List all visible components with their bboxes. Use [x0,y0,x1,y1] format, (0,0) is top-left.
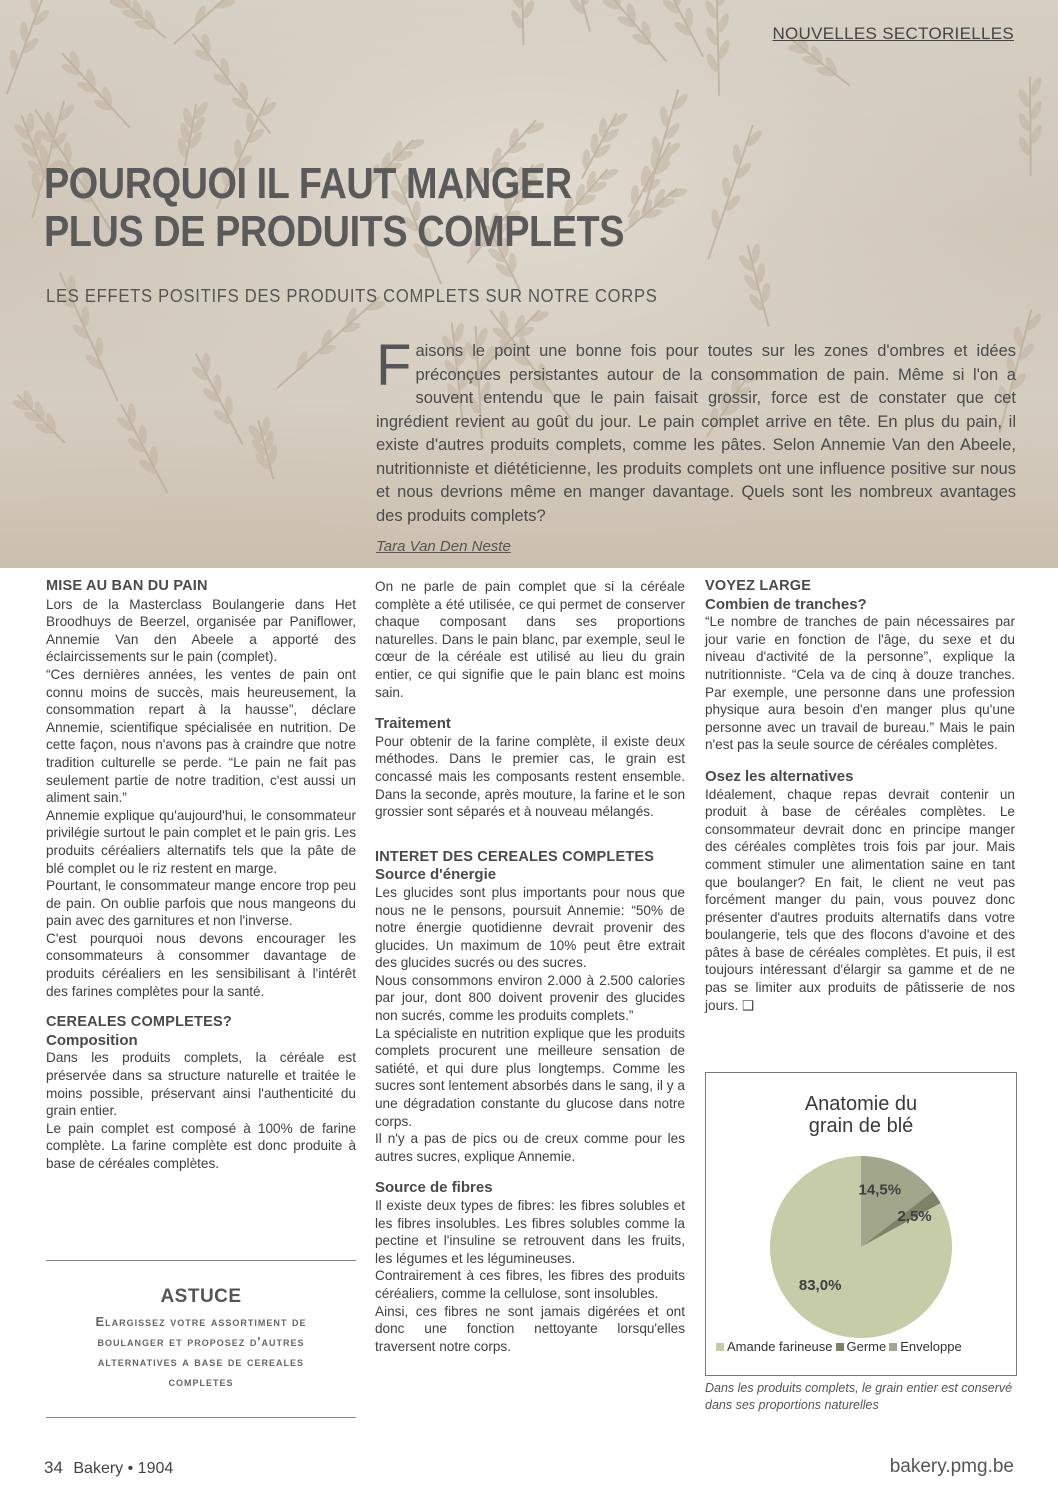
legend-item [836,1339,887,1354]
intro-text: aisons le point une bonne fois pour toutes sur les zones d'ombres et idées préconçues persistantes autour de la consommation de pain. Même si l'on a souvent entendu que le pain faisait grossir, force est de constater que cet ingrédient revient au goût du jour. Le pain complet arrive en tête. En plus du pain, il existe d'autres produits complets, comme les pâtes. Selon Annemie Van den Abeele, nutritionniste et diététicienne, les produits complets ont une influence positive sur nous et nous devrions même en manger davantage. Quels sont les nombreux avantages des produits complets? [376,342,1016,525]
column-3 [705,578,1015,1014]
paragraph: Pourtant, le consommateur mange encore trop peu de pain. On oublie parfois que nous mangeons du pain avec des garnitures et non l'inverse. [46,878,356,929]
pie-data-label: 2,5% [897,1208,932,1226]
magazine-issue: Bakery • 1904 [73,1460,174,1477]
chart-legend [716,1339,1012,1354]
paragraph: Nous consommons environ 2.000 à 2.500 calories par jour, dont 800 doivent provenir des glucides non sucrés, comme les produits complets.” [375,972,685,1024]
pie-chart-box [705,1072,1017,1376]
pie-chart [706,1073,1016,1373]
page-title [44,160,715,256]
pie-data-label: 14,5% [858,1181,902,1199]
column-1 [46,578,356,1173]
tip-title: ASTUCE [160,1286,242,1307]
paragraph: “Le nombre de tranches de pain nécessaires par jour varie en fonction de l'âge, du sexe et du niveau d'activité de la personne”, explique la nutritionniste. “Cela va de cinq à douze tranches. Par exemple, une personne dans une profession physique aura besoin d'en manger plus qu'une personne avec un travail de bureau.” Mais le pain n'est pas la seule source de céréales complètes. [705,614,1015,753]
paragraph: Le pain complet est composé à 100% de farine complète. La farine complète est donc produite à base de céréales complètes. [46,1120,356,1171]
paragraph: Il existe deux types de fibres: les fibres solubles et les fibres insolubles. Les fibres solubles comme la pectine et l'insuline se retrouvent dans les fruits, les légumes et les légumineuses. [375,1198,685,1266]
paragraph: Ainsi, ces fibres ne sont jamais digérées et ont donc une fonction nettoyante lorsqu'elles traversent notre corps. [375,1303,685,1354]
legend-item [716,1339,833,1354]
section-tag: NOUVELLES SECTORIELLES [772,24,1014,43]
intro-paragraph [376,333,1016,528]
paragraph: Les glucides sont plus importants pour nous que nous ne le pensons, poursuit Annemie: “50% de notre énergie quotidienne devrait provenir des glucides. Un maximum de 10% peut être extrait des glucides sucrés ou des sucres. [375,884,685,971]
legend-swatch [889,1343,897,1351]
footer-page-info [44,1458,173,1478]
chart-title-text: Anatomie du grain de blé [804,1093,918,1137]
paragraph: On ne parle de pain complet que si la céréale complète a été utilisée, ce qui permet de conserver chaque composant dans ses proportions naturelles. Dans le pain blanc, par exemple, seul le cœur de la céréale est utilisé au lieu du grain entier, ce qui signifie que le pain blanc est moins sain. [375,579,685,700]
section-heading: INTERET DES CEREALES COMPLETES [375,848,655,865]
paragraph: Il n'y a pas de pics ou de creux comme pour les autres sucres, explique Annemie. [375,1131,685,1164]
paragraph: C'est pourquoi nous devons encourager les consommateurs à consommer davantage de produits céréaliers en les sensibilisant à l'intérêt des farines complètes pour la santé. [46,930,356,999]
paragraph: Annemie explique qu'aujourd'hui, le consommateur privilégie surtout le pain complet et le pain gris. Les produits céréaliers alternatifs tels que la pâte de blé complet ou le riz restent en marge. [46,807,356,876]
sub-heading: Traitement [375,715,451,733]
legend-item [889,1339,961,1354]
paragraph: Idéalement, chaque repas devrait contenir un produit à base de céréales complètes. Le consommateur devrait donc en principe manger des céréales complètes trois fois par jour. Mais comment stimuler une alimentation saine en tant que boulanger? En fait, le client ne veut pas forcément manger du pain, vous pouvez donc présenter d'autres produits alternatifs dans votre boulangerie, tels que des flocons d'avoine et des pâtes à base de céréales complètes. Et puis, il est toujours intéressant d'élargir sa gamme et de ne pas se limiter aux produits de pâtisserie de nos jours. ❑ [705,786,1015,1013]
tip-text: Elargissez votre assortiment de boulanger et proposez d'autres alternatives a base de cereales completes [95,1314,307,1389]
subtitle: LES EFFETS POSITIFS DES PRODUITS COMPLETS SUR NOTRE CORPS [46,286,658,306]
paragraph: Contrairement à ces fibres, les fibres des produits céréaliers, comme la cellulose, sont insolubles. [375,1268,685,1301]
paragraph: Lors de la Masterclass Boulangerie dans Het Broodhuys de Beerzel, organisée par Paniflower, Annemie Van den Abeele a apporté des éclaircissements sur le pain (complet). [46,596,356,665]
sub-heading: Source d'énergie [375,866,497,884]
legend-label: Enveloppe [900,1339,962,1354]
hero-background [0,0,1058,568]
column-2 [375,578,685,1355]
author-byline: Tara Van Den Neste [376,538,511,555]
pie-data-label: 83,0% [798,1277,842,1295]
legend-swatch [836,1343,844,1351]
legend-label: Amande farineuse [727,1339,833,1354]
sub-heading: Osez les alternatives [705,767,854,785]
legend-swatch [716,1343,724,1351]
paragraph: La spécialiste en nutrition explique que les produits complets procurent une meilleure sensation de satiété, et qui dure plus longtemps. Comme les sucres sont lentement absorbés dans le sang, il y a une dégradation constante du glucose dans notre corps. [375,1025,685,1129]
tip-box [46,1260,356,1418]
section-heading: CEREALES COMPLETES? [46,1014,232,1031]
title-line-1: POURQUOI IL FAUT MANGER [44,159,572,208]
footer-website[interactable]: bakery.pmg.be [889,1456,1014,1477]
sub-heading: Source de fibres [375,1179,493,1197]
title-line-2: PLUS DE PRODUITS COMPLETS [44,207,625,256]
sub-heading: Composition [46,1031,138,1049]
section-heading: VOYEZ LARGE [705,578,812,594]
paragraph: “Ces dernières années, les ventes de pain ont connu moins de succès, mais heureusement, la consommation repart à la hausse”, déclare Annemie, scientifique spécialisée en nutrition. De cette façon, nous n'avons pas à craindre que notre tradition culturelle se perde. “Le pain ne fait pas seulement partie de notre tradition, c'est aussi un aliment sain.” [46,666,356,806]
chart-caption: Dans les produits complets, le grain entier est conservé dans ses proportions naturelles [705,1381,1013,1412]
paragraph: Pour obtenir de la farine complète, il existe deux méthodes. Dans le premier cas, le grain est concassé mais les composants restent ensemble. Dans la seconde, après mouture, la farine et le son grossier sont séparés et à nouveau mélangés. [375,733,685,820]
legend-label: Germe [846,1339,887,1354]
drop-cap: F [376,333,412,398]
sub-heading: Combien de tranches? [705,595,867,613]
section-heading: MISE AU BAN DU PAIN [46,578,208,594]
page-number: 34 [44,1458,63,1477]
paragraph: Dans les produits complets, la céréale est préservée dans sa structure naturelle et traitée le moins possible, préservant ainsi l'authenticité du grain entier. [46,1050,356,1119]
